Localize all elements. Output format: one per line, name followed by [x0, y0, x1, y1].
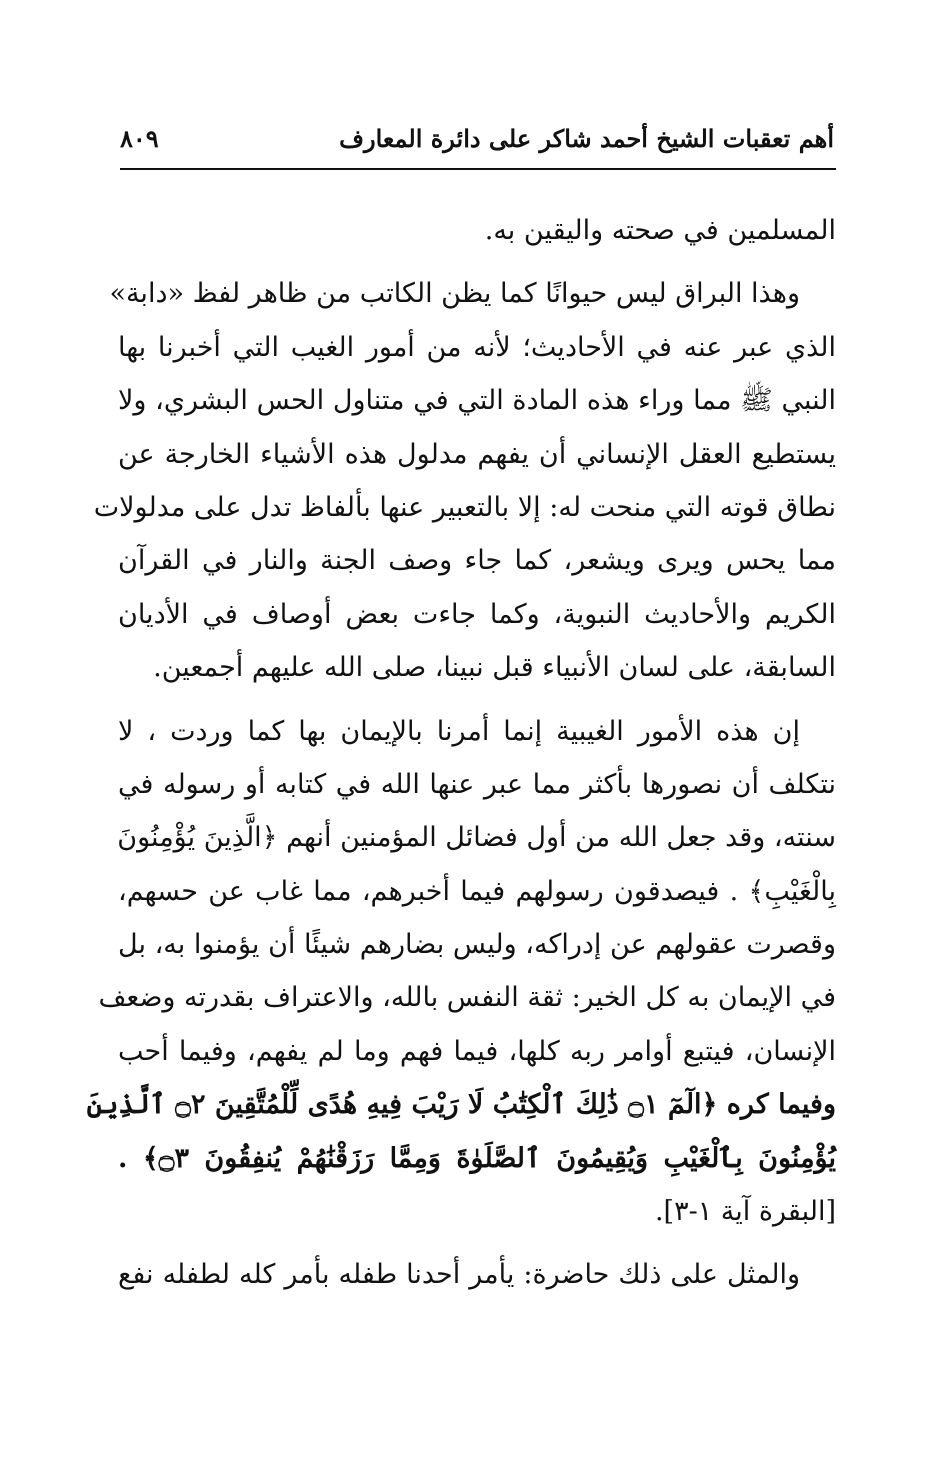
paragraph-gap [118, 695, 836, 705]
page-number: ٨٠٩ [120, 124, 159, 153]
page-header [120, 118, 834, 168]
text-line: سنته، وقد جعل الله من أول فضائل المؤمنين أنهم ﴿الَّذِينَ يُؤْمِنُونَ [117, 822, 836, 854]
text-line: وقصرت عقولهم عن إدراكه، وليس بضارهم شيئًا أن يؤمنوا به، بل [118, 929, 836, 961]
text-line: النبي ﷺ مما وراء هذه المادة التي في متناول الحس البشري، ولا [118, 385, 836, 417]
verse-citation: [البقرة آية ١-٣]. [654, 1196, 836, 1228]
text-line: وهذا البراق ليس حيوانًا كما يظن الكاتب من ظاهر لفظ «دابة» [109, 278, 800, 310]
text-line: الكريم والأحاديث النبوية، وكما جاءت بعض أوصاف في الأديان [118, 598, 836, 630]
text-line: السابقة، على لسان الأنبياء قبل نبينا، صلى الله عليهم أجمعين. [153, 652, 836, 684]
text-line: نطاق قوته التي منحت له: إلا بالتعبير عنها بألفاظ تدل على مدلولات [93, 491, 836, 523]
paragraph-gap [118, 1238, 836, 1248]
quran-verse-line: وفيما كره ﴿الٓمٓ ۝١ ذَٰلِكَ ٱلْكِتَٰبُ لَا رَيْبَ فِيهِ هُدًى لِّلْمُتَّقِينَ ۝٢ ٱلَّذِينَ [86, 1089, 836, 1121]
paragraph-gap [118, 257, 836, 267]
header-divider [120, 168, 836, 170]
text-line: والمثل على ذلك حاضرة: يأمر أحدنا طفله بأمر كله لطفله نفع [118, 1259, 800, 1291]
quran-verse-line: يُؤْمِنُونَ بِٱلْغَيْبِ وَيُقِيمُونَ ٱلصَّلَوٰةَ وَمِمَّا رَزَقْنَٰهُمْ يُنفِقُونَ ۝٣﴾ . [118, 1142, 836, 1174]
main-text [86, 204, 836, 1302]
text-line: نتكلف أن نصورها بأكثر مما عبر عنها الله في كتابه أو رسوله في [118, 768, 836, 800]
running-title: أهم تعقبات الشيخ أحمد شاكر على دائرة المعارف [339, 124, 834, 153]
text-line: يستطيع العقل الإنساني أن يفهم مدلول هذه الأشياء الخارجة عن [118, 438, 836, 470]
text-line: الإنسان، فيتبع أوامر ربه كلها، فيما فهم وما لم يفهم، وفيما أحب [118, 1035, 836, 1067]
text-line: في الإيمان به كل الخير: ثقة النفس بالله، والاعتراف بقدرته وضعف [98, 982, 836, 1014]
text-line: الذي عبر عنه في الأحاديث؛ لأنه من أمور الغيب التي أخبرنا بها [118, 331, 836, 363]
text-line: بِالْغَيْبِ﴾ . فيصدقون رسولهم فيما أخبرهم، مما غاب عن حسهم، [118, 875, 836, 907]
text-line: المسلمين في صحته واليقين به. [484, 215, 836, 246]
text-line: إن هذه الأمور الغيبية إنما أمرنا بالإيمان بها كما وردت ، لا [118, 715, 800, 747]
text-line: مما يحس ويرى ويشعر، كما جاء وصف الجنة والنار في القرآن [118, 545, 836, 577]
